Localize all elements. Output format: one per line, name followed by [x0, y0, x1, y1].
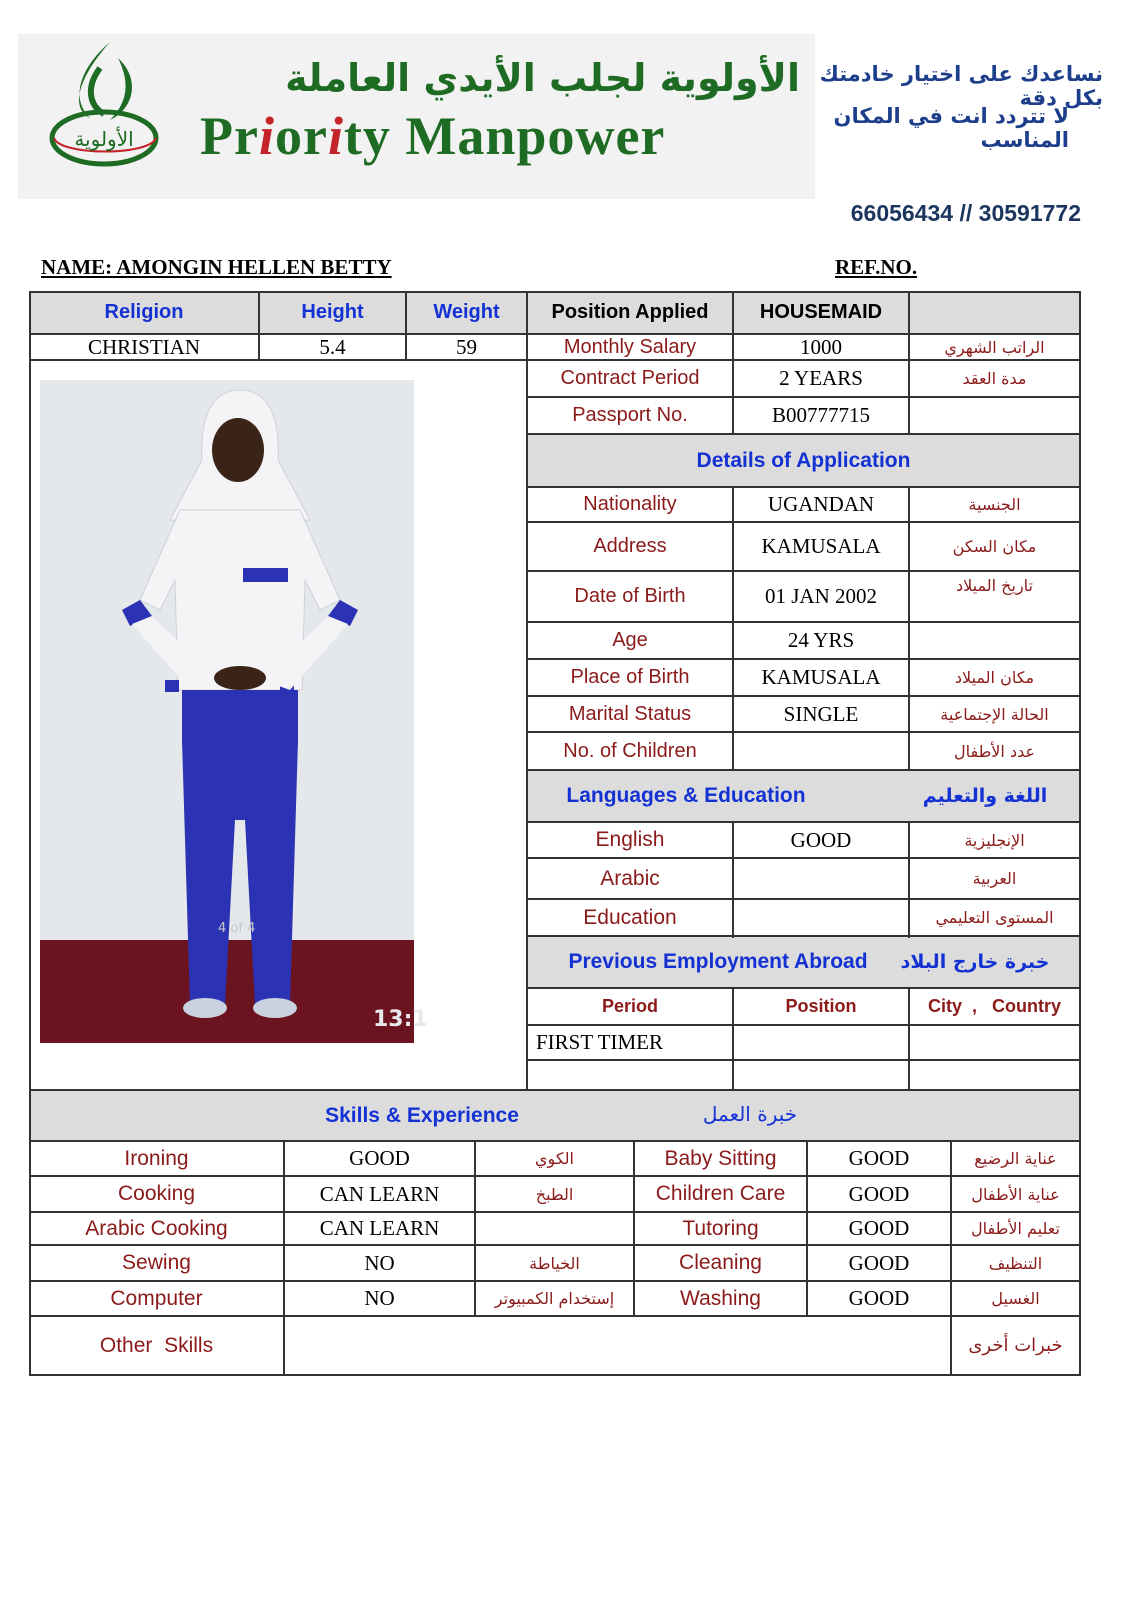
skills-title-arabic: خبرة العمل	[702, 1101, 798, 1126]
logo-arabic: الأولوية لجلب الأيدي العاملة	[285, 56, 800, 100]
skill-children-care-value: GOOD	[848, 1181, 910, 1206]
details-title: Details of Application	[696, 448, 911, 472]
logo-part: i	[258, 106, 275, 166]
nationality-value: UGANDAN	[767, 492, 875, 516]
skill-cleaning-arabic: التنظيف	[988, 1253, 1043, 1273]
arabic-label: Arabic	[600, 866, 660, 890]
employment-title: Previous Employment Abroad	[568, 950, 868, 973]
logo-part: ty Manpower	[343, 106, 666, 166]
grid-line	[29, 1374, 1081, 1376]
city-country-column-header: City , Country	[927, 996, 1061, 1016]
children-arabic: عدد الأطفال	[953, 741, 1036, 761]
height-header: Height	[301, 301, 364, 323]
skill-arabic-cooking-label: Arabic Cooking	[85, 1216, 228, 1240]
logo-part: Pr	[200, 106, 259, 166]
languages-title-arabic: اللغة والتعليم	[922, 785, 1048, 807]
candidate-name: NAME: AMONGIN HELLEN BETTY	[41, 255, 392, 279]
skill-ironing-arabic: الكوي	[535, 1149, 574, 1168]
height-value: 5.4	[319, 334, 346, 359]
phone-numbers: 66056434 // 30591772	[850, 200, 1081, 226]
skill-baby-sitting-label: Baby Sitting	[664, 1146, 777, 1170]
employment-title-arabic: خبرة خارج البلاد	[900, 951, 1050, 973]
salary-value: 1000	[800, 334, 842, 359]
languages-title: Languages & Education	[566, 784, 806, 807]
children-label: No. of Children	[563, 739, 697, 762]
grid-line	[526, 1059, 1081, 1061]
contract-value: 2 YEARS	[779, 366, 863, 390]
skills-title: Skills & Experience	[325, 1103, 519, 1127]
other-skills-arabic: خبرات أخرى	[968, 1335, 1063, 1356]
salary-arabic: الراتب الشهري	[944, 337, 1045, 357]
skill-ironing-value: GOOD	[349, 1146, 410, 1170]
salary-label: Monthly Salary	[563, 335, 697, 358]
place-of-birth-label: Place of Birth	[570, 666, 690, 688]
skill-cooking-value: CAN LEARN	[319, 1181, 440, 1206]
skill-cooking-label: Cooking	[117, 1182, 196, 1205]
skill-children-care-label: Children Care	[655, 1182, 786, 1205]
company-emblem-icon	[40, 38, 170, 168]
age-label: Age	[612, 629, 648, 651]
logo-part: or	[274, 106, 328, 166]
religion-value: CHRISTIAN	[87, 334, 200, 359]
education-arabic: المستوى التعليمي	[935, 908, 1054, 927]
skill-baby-sitting-value: GOOD	[848, 1146, 910, 1170]
skill-sewing-value: NO	[364, 1250, 395, 1275]
other-skills-value	[285, 1317, 950, 1374]
place-of-birth-arabic: مكان الميلاد	[954, 668, 1035, 687]
religion-header: Religion	[104, 301, 184, 323]
skill-tutoring-arabic: تعليم الأطفال	[971, 1219, 1060, 1238]
logo-part: i	[327, 106, 344, 166]
skill-baby-sitting-arabic: عناية الرضيع	[974, 1149, 1057, 1168]
nationality-arabic: الجنسية	[968, 495, 1021, 514]
education-label: Education	[583, 905, 677, 929]
position-applied-value: HOUSEMAID	[759, 301, 883, 323]
children-value	[734, 733, 908, 769]
skill-tutoring-value: GOOD	[848, 1216, 910, 1240]
skill-washing-label: Washing	[680, 1286, 761, 1310]
dob-label: Date of Birth	[574, 585, 686, 607]
address-label: Address	[593, 535, 667, 557]
position-applied-label: Position Applied	[551, 301, 709, 323]
address-arabic: مكان السكن	[952, 537, 1037, 556]
address-value: KAMUSALA	[761, 534, 881, 558]
skill-arabic-cooking-value: CAN LEARN	[319, 1216, 440, 1240]
dob-arabic: تاريخ الميلاد	[956, 575, 1033, 595]
skill-sewing-arabic: الخياطة	[529, 1253, 580, 1273]
position-column-header: Position	[785, 996, 857, 1016]
photo-page-overlay: 4 of 4	[218, 921, 256, 936]
skill-computer-label: Computer	[110, 1286, 203, 1310]
skill-computer-value: NO	[364, 1286, 395, 1310]
skill-sewing-label: Sewing	[122, 1251, 191, 1274]
skill-cooking-arabic: الطبخ	[535, 1184, 574, 1204]
dob-value: 01 JAN 2002	[764, 584, 877, 608]
employment-position-value	[734, 1026, 908, 1059]
photo-time-overlay: 13:1	[373, 1007, 428, 1032]
skill-cleaning-label: Cleaning	[679, 1251, 762, 1274]
other-skills-label: Other Skills	[99, 1333, 214, 1357]
marital-status-value: SINGLE	[783, 701, 859, 726]
education-value	[734, 900, 908, 935]
period-column-header: Period	[601, 996, 658, 1016]
skill-arabic-cooking-arabic	[476, 1213, 633, 1244]
employment-period-value: FIRST TIMER	[536, 1030, 664, 1054]
skill-washing-arabic: الغسيل	[991, 1289, 1040, 1308]
place-of-birth-value: KAMUSALA	[761, 665, 881, 689]
tagline-line-2: لا تتردد انت في المكان المناسب	[833, 104, 1069, 152]
employment-city-value	[910, 1026, 1079, 1059]
marital-status-label: Marital Status	[568, 702, 692, 725]
skill-ironing-label: Ironing	[124, 1146, 189, 1170]
passport-label: Passport No.	[572, 404, 688, 426]
candidate-photo	[40, 380, 428, 1043]
skill-children-care-arabic: عناية الأطفال	[971, 1184, 1060, 1204]
marital-status-arabic: الحالة الإجتماعية	[940, 704, 1049, 724]
age-arabic	[910, 623, 1079, 658]
grid-line	[1079, 291, 1081, 1376]
nationality-label: Nationality	[583, 493, 677, 515]
passport-value: B00777715	[771, 403, 870, 427]
skill-tutoring-label: Tutoring	[682, 1216, 759, 1240]
contract-label: Contract Period	[560, 367, 700, 389]
skill-computer-arabic: إستخدام الكمبيوتر	[494, 1289, 615, 1308]
reference-number: REF.NO.	[835, 255, 918, 279]
arabic-arabic: العربية	[972, 869, 1017, 888]
english-value: GOOD	[790, 827, 852, 852]
english-label: English	[595, 828, 665, 851]
logo-english	[200, 105, 665, 167]
weight-value: 59	[456, 334, 477, 359]
emblem-text: الأولوية	[74, 127, 134, 151]
english-arabic: الإنجليزية	[964, 830, 1025, 850]
weight-header: Weight	[433, 301, 500, 323]
contract-arabic: مدة العقد	[962, 369, 1027, 388]
skill-washing-value: GOOD	[848, 1286, 910, 1310]
skill-cleaning-value: GOOD	[848, 1250, 910, 1275]
arabic-value	[734, 859, 908, 898]
age-value: 24 YRS	[787, 628, 855, 652]
tagline-line-1: نساعدك على اختيار خادمتك بكل دقة	[819, 62, 1103, 110]
